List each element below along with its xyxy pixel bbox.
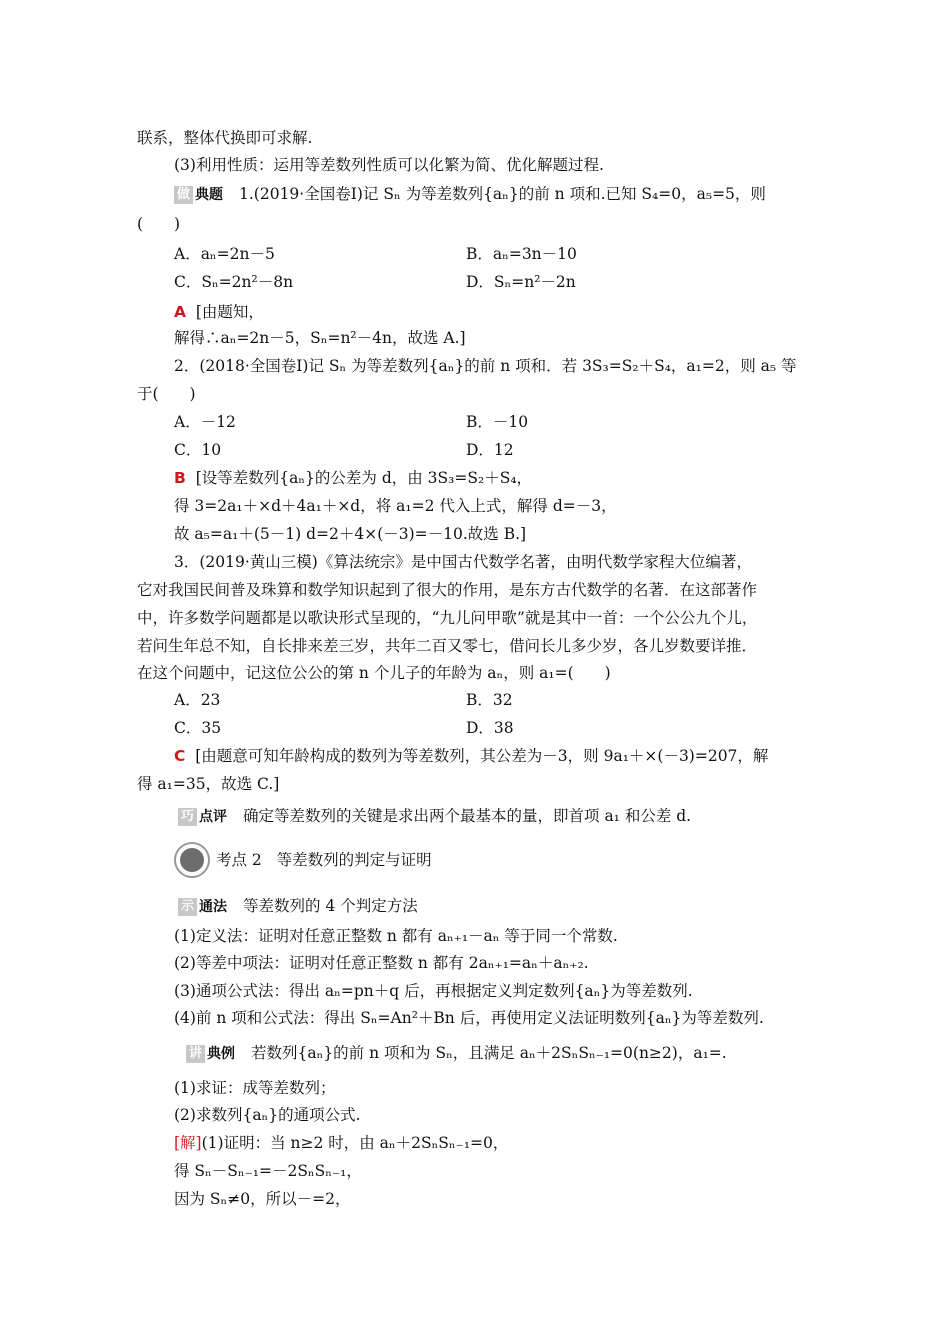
problem-3-solution-text-1: [由题意可知年龄构成的数列为等差数列，其公差为－3，则 9a₁＋×(－3)=207，解 <box>195 747 769 765</box>
problem-1-line-1: 1.(2019·全国卷Ⅰ)记 Sₙ 为等差数列{aₙ}的前 n 项和.已知 S₄=0，a₅=5，则 <box>239 185 766 203</box>
dianli-label: 典例 <box>207 1046 236 1062</box>
zuo-tag: 做 <box>174 186 193 204</box>
kaodian-title: 等差数列的判定与证明 <box>276 851 432 869</box>
dianping-label: 点评 <box>199 809 228 825</box>
problem-3-option-d: D．38 <box>466 719 514 737</box>
kaodian-heading <box>216 850 432 870</box>
problem-1-answer: A <box>174 303 186 321</box>
problem-3-line-5: 在这个问题中，记这位公公的第 n 个儿子的年龄为 aₙ，则 a₁=( ) <box>137 664 611 682</box>
problem-3-option-a: A．23 <box>174 691 221 709</box>
problem-2-option-a: A．－12 <box>174 413 236 431</box>
dianli-question: 若数列{aₙ}的前 n 项和为 Sₙ，且满足 aₙ＋2SₙSₙ₋₁=0(n≥2)，a₁=. <box>251 1044 727 1062</box>
jiang-tag: 讲 <box>186 1045 205 1063</box>
problem-3-option-c: C．35 <box>174 719 222 737</box>
kaodian-circle-icon <box>174 842 210 878</box>
problem-2-solution-3: 故 a₅=a₁＋(5－1) d=2＋4×(－3)=－10.故选 B.] <box>174 525 527 543</box>
method-1: (1)定义法：证明对任意正整数 n 都有 aₙ₊₁－aₙ 等于同一个常数. <box>174 927 618 945</box>
answer-line-2: 得 Sₙ－Sₙ₋₁=－2SₙSₙ₋₁， <box>174 1162 362 1180</box>
problem-2-line-1: 2．(2018·全国卷Ⅰ)记 Sₙ 为等差数列{aₙ}的前 n 项和．若 3S₃=S₂＋S₄，a₁=2，则 a₅ 等 <box>174 357 797 375</box>
problem-1-option-c: C．Sₙ=2n²－8n <box>174 273 294 291</box>
jiang-dianli <box>186 1043 727 1064</box>
problem-2-solution-1 <box>174 468 532 488</box>
problem-3-line-2: 它对我国民间普及珠算和数学知识起到了很大的作用，是东方古代数学的名著．在这部著作 <box>137 581 758 599</box>
problem-2-solution-text-1: [设等差数列{aₙ}的公差为 d，由 3S₃=S₂＋S₄， <box>195 469 533 487</box>
qiao-dianping <box>178 806 691 827</box>
dianping-text: 确定等差数列的关键是求出两个最基本的量，即首项 a₁ 和公差 d. <box>243 807 692 825</box>
problem-2-answer: B <box>174 469 186 487</box>
requirement-2: (2)求数列{aₙ}的通项公式. <box>174 1106 361 1124</box>
problem-1-line-2: ( ) <box>137 215 181 233</box>
requirement-1: (1)求证：成等差数列； <box>174 1079 336 1097</box>
problem-3-line-4: 若问生年总不知，自长排来差三岁，共年二百又零七，借问长儿多少岁，各儿岁数要详推． <box>137 637 758 655</box>
problem-1-option-a: A．aₙ=2n－5 <box>174 245 275 263</box>
answer-line-3: 因为 Sₙ≠0，所以－=2， <box>174 1190 351 1208</box>
dianti-label: 典题 <box>195 187 224 203</box>
problem-3-line-3: 中，许多数学问题都是以歌诀形式呈现的，“九儿问甲歌”就是其中一首：一个公公九个儿， <box>137 609 758 627</box>
intro-line-2: (3)利用性质：运用等差数列性质可以化繁为简、优化解题过程. <box>174 156 604 174</box>
problem-1-solution-1 <box>174 302 264 322</box>
shi-tag: 示 <box>178 898 197 916</box>
problem-3-answer: C <box>174 747 186 765</box>
answer-line-1 <box>174 1133 508 1153</box>
method-2: (2)等差中项法：证明对任意正整数 n 都有 2aₙ₊₁=aₙ＋aₙ₊₂. <box>174 954 589 972</box>
jie-label: [解] <box>174 1134 202 1152</box>
problem-1-option-b: B．aₙ=3n－10 <box>466 245 577 263</box>
problem-1-option-d: D．Sₙ=n²－2n <box>466 273 576 291</box>
problem-2-line-2: 于( ) <box>137 385 196 403</box>
problem-1-solution-text-1: [由题知， <box>195 303 264 321</box>
problem-2-solution-2: 得 3=2a₁＋×d＋4a₁＋×d，将 a₁=2 代入上式，解得 d=－3， <box>174 497 617 515</box>
answer-text-1: (1)证明：当 n≥2 时，由 aₙ＋2SₙSₙ₋₁=0， <box>201 1134 509 1152</box>
problem-3-solution-2: 得 a₁=35，故选 C.] <box>137 775 280 793</box>
problem-3-solution-1 <box>174 746 768 766</box>
method-4: (4)前 n 项和公式法：得出 Sₙ=An²＋Bn 后，再使用定义法证明数列{aₙ}为等差数列. <box>174 1009 764 1027</box>
problem-3-line-1: 3．(2019·黄山三模)《算法统宗》是中国古代数学名著，由明代数学家程大位编著， <box>174 553 752 571</box>
tongfa-label: 通法 <box>199 899 228 915</box>
shi-tongfa <box>178 896 418 917</box>
method-3: (3)通项公式法：得出 aₙ=pn＋q 后，再根据定义判定数列{aₙ}为等差数列. <box>174 982 693 1000</box>
qiao-tag: 巧 <box>178 808 197 826</box>
problem-2-option-c: C．10 <box>174 441 222 459</box>
intro-line-1: 联系，整体代换即可求解. <box>137 129 313 147</box>
problem-1-solution-2: 解得∴aₙ=2n－5，Sₙ=n²－4n，故选 A.] <box>174 329 466 347</box>
tongfa-title: 等差数列的 4 个判定方法 <box>243 897 418 915</box>
problem-1-stem <box>174 184 766 205</box>
problem-2-option-d: D．12 <box>466 441 514 459</box>
problem-3-option-b: B．32 <box>466 691 513 709</box>
problem-2-option-b: B．－10 <box>466 413 529 431</box>
kaodian-label: 考点 2 <box>216 851 262 869</box>
